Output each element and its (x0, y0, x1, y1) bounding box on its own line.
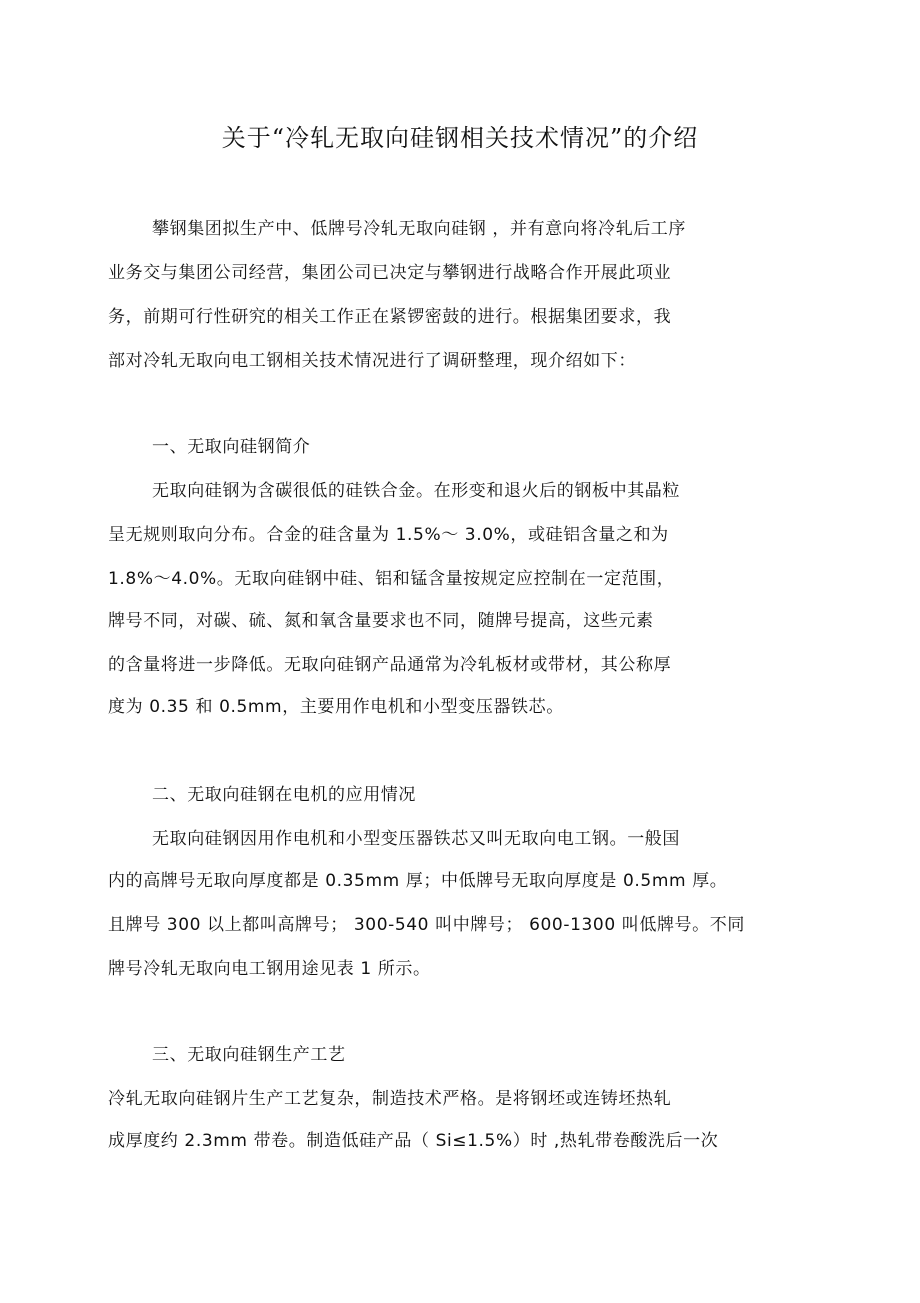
section1-line-4: 牌号不同，对碳、硫、氮和氧含量要求也不同，随牌号提高，这些元素 (108, 611, 654, 631)
intro-line-3: 务，前期可行性研究的相关工作正在紧锣密鼓的进行。根据集团要求，我 (108, 307, 672, 327)
intro-line-1: 攀钢集团拟生产中、低牌号冷轧无取向硅钢 ，并有意向将冷轧后工序 (152, 219, 687, 239)
section2-line-1: 无取向硅钢因用作电机和小型变压器铁芯又叫无取向电工钢。一般国 (152, 829, 680, 849)
section3-line-1: 冷轧无取向硅钢片生产工艺复杂，制造技术严格。是将钢坯或连铸坯热轧 (108, 1089, 672, 1109)
section2-line-2: 内的高牌号无取向厚度都是 0.35mm 厚；中低牌号无取向厚度是 0.5mm 厚。 (108, 871, 728, 891)
section1-heading: 一、无取向硅钢简介 (152, 437, 311, 457)
section2-heading: 二、无取向硅钢在电机的应用情况 (152, 785, 416, 805)
section1-line-3: 1.8%～4.0%。无取向硅钢中硅、铝和锰含量按规定应控制在一定范围， (108, 569, 675, 589)
intro-line-4: 部对冷轧无取向电工钢相关技术情况进行了调研整理，现介绍如下： (108, 351, 636, 371)
document-title: 关于“冷轧无取向硅钢相关技术情况”的介绍 (221, 124, 699, 152)
section1-line-1: 无取向硅钢为含碳很低的硅铁合金。在形变和退火后的钢板中其晶粒 (152, 481, 680, 501)
section3-heading: 三、无取向硅钢生产工艺 (152, 1045, 346, 1065)
section3-line-2: 成厚度约 2.3mm 带卷。制造低硅产品（ Si≤1.5%）时 ,热轧带卷酸洗后一次 (108, 1131, 719, 1151)
section1-line-2: 呈无规则取向分布。合金的硅含量为 1.5%～ 3.0%，或硅铝含量之和为 (108, 525, 669, 545)
section1-line-5: 的含量将进一步降低。无取向硅钢产品通常为冷轧板材或带材，其公称厚 (108, 655, 672, 675)
section2-line-3: 且牌号 300 以上都叫高牌号； 300-540 叫中牌号； 600-1300 叫低牌号。不同 (108, 915, 745, 935)
section2-line-4: 牌号冷轧无取向电工钢用途见表 1 所示。 (108, 959, 431, 979)
intro-line-2: 业务交与集团公司经营，集团公司已决定与攀钢进行战略合作开展此项业 (108, 263, 672, 283)
section1-line-6: 度为 0.35 和 0.5mm，主要用作电机和小型变压器铁芯。 (108, 697, 564, 717)
